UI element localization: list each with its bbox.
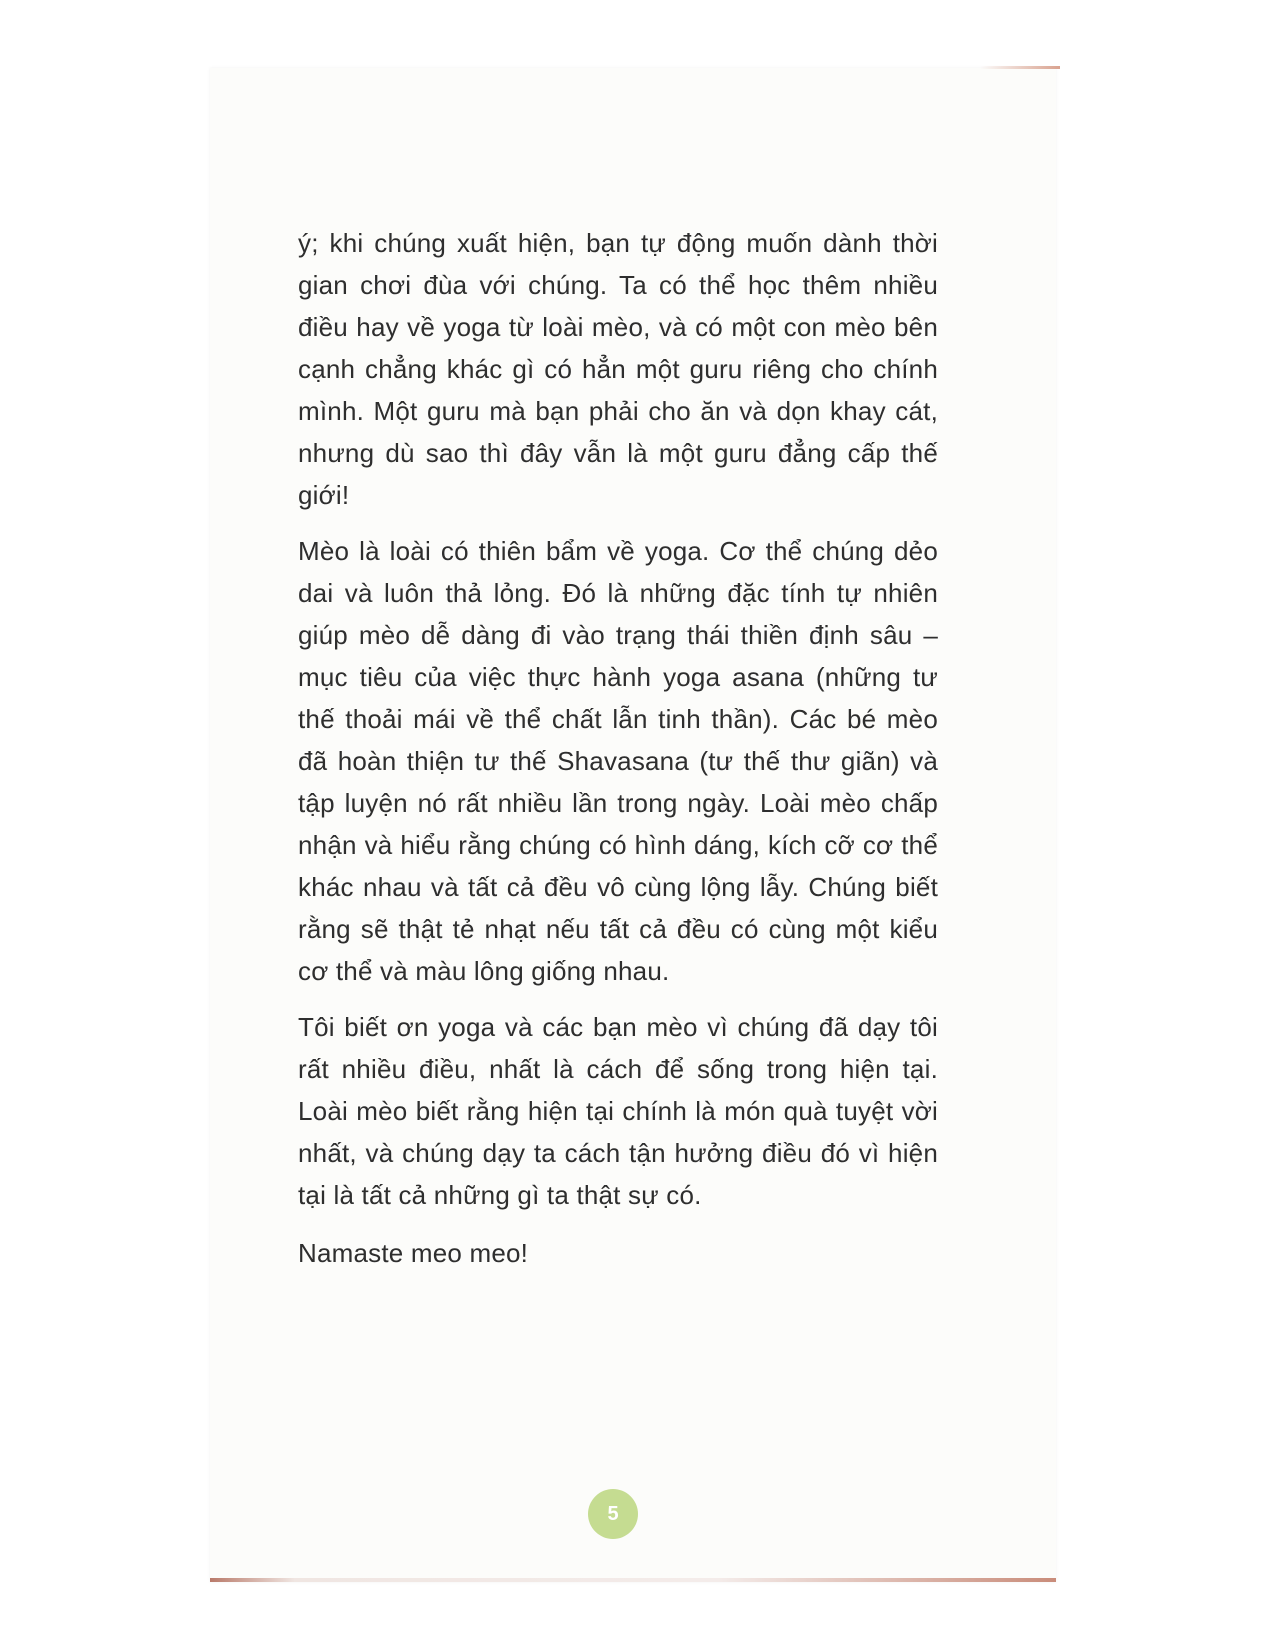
page-edge-bottom	[210, 1578, 1056, 1582]
paragraph-2: Mèo là loài có thiên bẩm về yoga. Cơ thể chúng dẻo dai và luôn thả lỏng. Đó là những đặc tính tự nhiên giúp mèo dễ dàng đi vào trạng thái thiền định sâu – mục tiêu của việc thực hành yoga asana (những tư thế thoải mái về thể chất lẫn tinh thần). Các bé mèo đã hoàn thiện tư thế Shavasana (tư thế thư giãn) và tập luyện nó rất nhiều lần trong ngày. Loài mèo chấp nhận và hiểu rằng chúng có hình dáng, kích cỡ cơ thể khác nhau và tất cả đều vô cùng lộng lẫy. Chúng biết rằng sẽ thật tẻ nhạt nếu tất cả đều có cùng một kiểu cơ thể và màu lông giống nhau.	[298, 536, 938, 986]
body-text	[298, 222, 938, 1288]
page-number-badge: 5	[588, 1489, 638, 1539]
paragraph-3: Tôi biết ơn yoga và các bạn mèo vì chúng đã dạy tôi rất nhiều điều, nhất là cách để sống trong hiện tại. Loài mèo biết rằng hiện tại chính là món quà tuyệt vời nhất, và chúng dạy ta cách tận hưởng điều đó vì hiện tại là tất cả những gì ta thật sự có.	[298, 1012, 938, 1210]
paragraph-1: ý; khi chúng xuất hiện, bạn tự động muốn dành thời gian chơi đùa với chúng. Ta có thể học thêm nhiều điều hay về yoga từ loài mèo, và có một con mèo bên cạnh chẳng khác gì có hẳn một guru riêng cho chính mình. Một guru mà bạn phải cho ăn và dọn khay cát, nhưng dù sao thì đây vẫn là một guru đẳng cấp thế giới!	[298, 228, 938, 510]
closing-line: Namaste meo meo!	[298, 1238, 529, 1268]
page-edge-top	[980, 66, 1060, 69]
